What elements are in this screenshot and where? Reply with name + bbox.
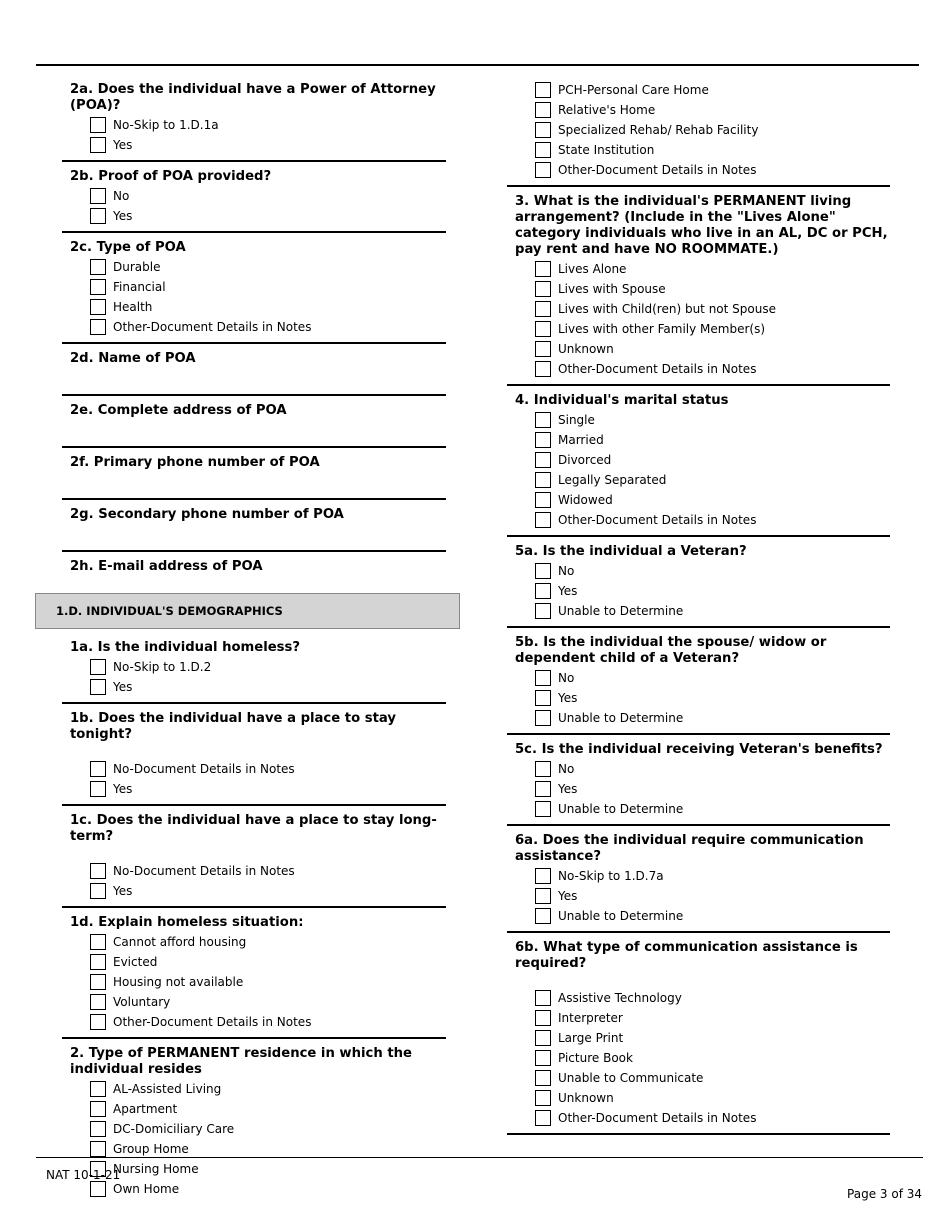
checkbox-option[interactable] [535, 988, 890, 1008]
checkbox-label: Unable to Determine [558, 802, 684, 816]
question-2b [62, 162, 446, 233]
checkbox-option[interactable] [90, 257, 446, 277]
options [515, 259, 890, 379]
checkbox[interactable] [90, 1101, 106, 1117]
checkbox-option[interactable] [535, 319, 890, 339]
checkbox-label: No-Skip to 1.D.2 [113, 660, 212, 674]
checkbox-option[interactable] [90, 657, 446, 677]
checkbox[interactable] [535, 412, 551, 428]
checkbox-label: No [113, 189, 130, 203]
checkbox[interactable] [90, 954, 106, 970]
checkbox-option[interactable] [535, 120, 890, 140]
checkbox-option[interactable] [535, 299, 890, 319]
checkbox[interactable] [535, 142, 551, 158]
options [515, 668, 890, 728]
options [515, 988, 890, 1128]
checkbox[interactable] [535, 761, 551, 777]
checkbox-label: Unable to Determine [558, 909, 684, 923]
question-6a [507, 826, 890, 933]
options [70, 186, 446, 226]
checkbox-label: Yes [113, 680, 133, 694]
checkbox-label: AL-Assisted Living [113, 1082, 222, 1096]
question-title: 2e. Complete address of POA [70, 403, 287, 418]
checkbox-option[interactable] [90, 992, 446, 1012]
checkbox[interactable] [535, 868, 551, 884]
checkbox-label: No-Skip to 1.D.7a [558, 869, 664, 883]
checkbox-label: Evicted [113, 955, 158, 969]
checkbox-option[interactable] [535, 581, 890, 601]
checkbox-option[interactable] [90, 1079, 446, 1099]
checkbox[interactable] [535, 281, 551, 297]
checkbox[interactable] [535, 361, 551, 377]
checkbox[interactable] [535, 102, 551, 118]
checkbox-label: Relative's Home [558, 103, 656, 117]
checkbox-option[interactable] [535, 688, 890, 708]
question-2-residence-continued [507, 75, 890, 187]
checkbox-option[interactable] [90, 1012, 446, 1032]
checkbox[interactable] [535, 670, 551, 686]
checkbox[interactable] [90, 188, 106, 204]
checkbox-option[interactable] [535, 339, 890, 359]
question-title: 2a. Does the individual have a Power of Attorney (POA)? [70, 82, 436, 113]
question-2e[interactable] [62, 396, 446, 448]
question-1a [62, 633, 446, 704]
checkbox-label: Unable to Determine [558, 711, 684, 725]
checkbox-label: Unknown [558, 1091, 614, 1105]
answer-area[interactable] [70, 472, 446, 493]
options [515, 759, 890, 819]
checkbox-option[interactable] [90, 1099, 446, 1119]
checkbox-label: Legally Separated [558, 473, 667, 487]
options [515, 866, 890, 926]
options [70, 759, 446, 799]
checkbox-label: Lives Alone [558, 262, 627, 276]
checkbox-option[interactable] [90, 1119, 446, 1139]
checkbox[interactable] [90, 974, 106, 990]
checkbox-option[interactable] [90, 952, 446, 972]
checkbox-option[interactable] [535, 866, 890, 886]
checkbox[interactable] [90, 934, 106, 950]
question-2c [62, 233, 446, 344]
options [70, 1079, 446, 1199]
checkbox[interactable] [535, 563, 551, 579]
question-title: 2c. Type of POA [70, 240, 186, 255]
question-title: 1b. Does the individual have a place to stay tonight? [70, 711, 396, 742]
checkbox-option[interactable] [535, 410, 890, 430]
checkbox-option[interactable] [90, 759, 446, 779]
checkbox-option[interactable] [90, 779, 446, 799]
checkbox-label: No [558, 564, 575, 578]
question-title: 1c. Does the individual have a place to stay long-term? [70, 813, 437, 844]
checkbox[interactable] [535, 1090, 551, 1106]
checkbox-option[interactable] [90, 297, 446, 317]
question-title: 5c. Is the individual receiving Veteran's benefits? [515, 742, 883, 757]
question-5b [507, 628, 890, 735]
checkbox[interactable] [90, 1014, 106, 1030]
checkbox[interactable] [90, 279, 106, 295]
checkbox-label: Cannot afford housing [113, 935, 247, 949]
checkbox-option[interactable] [535, 140, 890, 160]
checkbox[interactable] [535, 888, 551, 904]
checkbox[interactable] [535, 1030, 551, 1046]
checkbox[interactable] [535, 261, 551, 277]
checkbox-option[interactable] [535, 799, 890, 819]
question-5a [507, 537, 890, 628]
checkbox[interactable] [535, 512, 551, 528]
options [515, 410, 890, 530]
question-title: 2d. Name of POA [70, 351, 196, 366]
checkbox-option[interactable] [90, 1159, 446, 1179]
answer-area[interactable] [70, 368, 446, 389]
checkbox-label: Apartment [113, 1102, 178, 1116]
answer-area[interactable] [70, 420, 446, 441]
question-2f[interactable] [62, 448, 446, 500]
checkbox[interactable] [90, 208, 106, 224]
checkbox-option[interactable] [90, 1179, 446, 1199]
checkbox[interactable] [535, 452, 551, 468]
checkbox-option[interactable] [90, 677, 446, 697]
question-2g[interactable] [62, 500, 446, 552]
checkbox[interactable] [90, 781, 106, 797]
question-title: 3. What is the individual's PERMANENT living arrangement? (Include in the "Lives Alone" category individuals who live in an AL, DC or PCH, pay rent and have NO ROOMMATE.) [515, 194, 888, 257]
checkbox-option[interactable] [90, 881, 446, 901]
question-title: 2h. E-mail address of POA [70, 559, 263, 574]
checkbox-label: Yes [558, 889, 578, 903]
checkbox[interactable] [535, 1070, 551, 1086]
checkbox-option[interactable] [535, 759, 890, 779]
checkbox[interactable] [535, 990, 551, 1006]
checkbox[interactable] [90, 299, 106, 315]
question-title: 6a. Does the individual require communication assistance? [515, 833, 864, 864]
checkbox-option[interactable] [535, 708, 890, 728]
checkbox-label: Yes [558, 691, 578, 705]
checkbox-option[interactable] [90, 932, 446, 952]
checkbox-label: Unable to Determine [558, 604, 684, 618]
question-title: 1a. Is the individual homeless? [70, 640, 301, 655]
checkbox-option[interactable] [535, 450, 890, 470]
checkbox-label: Own Home [113, 1182, 180, 1196]
checkbox-label: DC-Domiciliary Care [113, 1122, 235, 1136]
checkbox-label: Lives with Child(ren) but not Spouse [558, 302, 776, 316]
checkbox-label: Yes [113, 782, 133, 796]
question-1b [62, 704, 446, 806]
checkbox[interactable] [535, 82, 551, 98]
question-1d [62, 908, 446, 1039]
checkbox[interactable] [535, 603, 551, 619]
spacer [70, 744, 446, 758]
checkbox-label: Unable to Communicate [558, 1071, 704, 1085]
options [70, 861, 446, 901]
question-6b [507, 933, 890, 1135]
checkbox[interactable] [535, 781, 551, 797]
checkbox-label: Yes [113, 884, 133, 898]
checkbox-option[interactable] [90, 277, 446, 297]
checkbox-label: Widowed [558, 493, 613, 507]
question-1c [62, 806, 446, 908]
checkbox[interactable] [535, 472, 551, 488]
checkbox[interactable] [535, 301, 551, 317]
checkbox-label: Lives with Spouse [558, 282, 666, 296]
checkbox-option[interactable] [535, 259, 890, 279]
question-3 [507, 187, 890, 386]
checkbox-option[interactable] [535, 80, 890, 100]
checkbox[interactable] [535, 341, 551, 357]
checkbox-label: Durable [113, 260, 161, 274]
checkbox-label: Nursing Home [113, 1162, 199, 1176]
checkbox[interactable] [535, 432, 551, 448]
checkbox-option[interactable] [90, 972, 446, 992]
checkbox[interactable] [90, 863, 106, 879]
checkbox-label: Divorced [558, 453, 612, 467]
checkbox-label: Specialized Rehab/ Rehab Facility [558, 123, 759, 137]
options [70, 257, 446, 337]
checkbox-label: Picture Book [558, 1051, 633, 1065]
checkbox-option[interactable] [535, 1028, 890, 1048]
checkbox-option[interactable] [535, 430, 890, 450]
spacer [70, 846, 446, 860]
checkbox[interactable] [535, 690, 551, 706]
question-title: 4. Individual's marital status [515, 393, 729, 408]
question-title: 1d. Explain homeless situation: [70, 915, 304, 930]
top-rule [36, 64, 919, 66]
checkbox-option[interactable] [535, 279, 890, 299]
options [515, 561, 890, 621]
question-title: 5b. Is the individual the spouse/ widow or dependent child of a Veteran? [515, 635, 827, 666]
checkbox-option[interactable] [90, 317, 446, 337]
checkbox-option[interactable] [535, 906, 890, 926]
checkbox-option[interactable] [535, 160, 890, 180]
checkbox[interactable] [535, 710, 551, 726]
checkbox[interactable] [90, 679, 106, 695]
checkbox-label: Voluntary [113, 995, 171, 1009]
checkbox-label: Other-Document Details in Notes [113, 320, 312, 334]
checkbox[interactable] [535, 801, 551, 817]
checkbox-label: No-Skip to 1.D.1a [113, 118, 219, 132]
checkbox-option[interactable] [535, 1068, 890, 1088]
question-title: 5a. Is the individual a Veteran? [515, 544, 747, 559]
options [70, 657, 446, 697]
checkbox-label: Other-Document Details in Notes [558, 163, 757, 177]
checkbox-option[interactable] [535, 490, 890, 510]
checkbox[interactable] [535, 492, 551, 508]
left-column [56, 75, 446, 1204]
checkbox-label: Unknown [558, 342, 614, 356]
checkbox-option[interactable] [535, 668, 890, 688]
checkbox[interactable] [535, 162, 551, 178]
options [70, 115, 446, 155]
checkbox-label: Married [558, 433, 604, 447]
checkbox-option[interactable] [535, 601, 890, 621]
checkbox-option[interactable] [535, 561, 890, 581]
checkbox-option[interactable] [535, 1048, 890, 1068]
question-2a [62, 75, 446, 162]
checkbox[interactable] [535, 908, 551, 924]
question-title: 2f. Primary phone number of POA [70, 455, 320, 470]
question-4 [507, 386, 890, 537]
options [70, 932, 446, 1032]
checkbox[interactable] [535, 1010, 551, 1026]
checkbox-label: No [558, 762, 575, 776]
checkbox-label: Other-Document Details in Notes [113, 1015, 312, 1029]
checkbox-option[interactable] [90, 861, 446, 881]
checkbox[interactable] [90, 659, 106, 675]
checkbox[interactable] [90, 761, 106, 777]
checkbox-option[interactable] [535, 510, 890, 530]
checkbox[interactable] [535, 122, 551, 138]
checkbox[interactable] [90, 1081, 106, 1097]
checkbox-option[interactable] [535, 1088, 890, 1108]
answer-area[interactable] [70, 524, 446, 545]
checkbox-option[interactable] [535, 779, 890, 799]
checkbox[interactable] [90, 259, 106, 275]
section-header-demographics: 1.D. INDIVIDUAL'S DEMOGRAPHICS [35, 593, 460, 629]
checkbox[interactable] [90, 117, 106, 133]
checkbox-option[interactable] [535, 886, 890, 906]
checkbox-label: No-Document Details in Notes [113, 762, 295, 776]
checkbox-label: Yes [113, 138, 133, 152]
checkbox[interactable] [535, 1050, 551, 1066]
checkbox-label: Housing not available [113, 975, 244, 989]
spacer [515, 973, 890, 987]
checkbox-label: Other-Document Details in Notes [558, 1111, 757, 1125]
checkbox-label: Financial [113, 280, 166, 294]
question-2h[interactable] [62, 552, 446, 581]
question-title: 2. Type of PERMANENT residence in which the individual resides [70, 1046, 412, 1077]
question-title: 2g. Secondary phone number of POA [70, 507, 344, 522]
checkbox-option[interactable] [535, 1008, 890, 1028]
checkbox-label: Other-Document Details in Notes [558, 513, 757, 527]
form-id: NAT 10-1-21 [46, 1168, 121, 1182]
checkbox-option[interactable] [90, 115, 446, 135]
checkbox-option[interactable] [535, 1108, 890, 1128]
checkbox[interactable] [90, 1141, 106, 1157]
bottom-rule [36, 1157, 923, 1158]
question-5c [507, 735, 890, 826]
checkbox[interactable] [90, 1121, 106, 1137]
checkbox[interactable] [535, 321, 551, 337]
checkbox[interactable] [535, 1110, 551, 1126]
checkbox-label: Interpreter [558, 1011, 623, 1025]
checkbox-label: PCH-Personal Care Home [558, 83, 709, 97]
checkbox-label: Health [113, 300, 153, 314]
checkbox-option[interactable] [90, 135, 446, 155]
checkbox-option[interactable] [535, 470, 890, 490]
checkbox-label: Large Print [558, 1031, 624, 1045]
checkbox-label: State Institution [558, 143, 655, 157]
checkbox-option[interactable] [90, 186, 446, 206]
checkbox-option[interactable] [90, 1139, 446, 1159]
checkbox-label: Yes [113, 209, 133, 223]
checkbox-label: No-Document Details in Notes [113, 864, 295, 878]
checkbox[interactable] [90, 137, 106, 153]
checkbox-option[interactable] [535, 100, 890, 120]
checkbox[interactable] [90, 883, 106, 899]
checkbox-option[interactable] [90, 206, 446, 226]
right-column [507, 75, 890, 1135]
checkbox-label: Single [558, 413, 595, 427]
checkbox-label: No [558, 671, 575, 685]
question-title: 6b. What type of communication assistance is required? [515, 940, 858, 971]
checkbox[interactable] [90, 994, 106, 1010]
page-number: Page 3 of 34 [847, 1187, 922, 1201]
question-title: 2b. Proof of POA provided? [70, 169, 272, 184]
question-2d[interactable] [62, 344, 446, 396]
checkbox[interactable] [535, 583, 551, 599]
checkbox-label: Other-Document Details in Notes [558, 362, 757, 376]
checkbox-label: Yes [558, 584, 578, 598]
checkbox-label: Lives with other Family Member(s) [558, 322, 766, 336]
checkbox-option[interactable] [535, 359, 890, 379]
checkbox[interactable] [90, 319, 106, 335]
checkbox-label: Yes [558, 782, 578, 796]
checkbox[interactable] [90, 1181, 106, 1197]
checkbox-label: Assistive Technology [558, 991, 682, 1005]
checkbox-label: Group Home [113, 1142, 189, 1156]
options [515, 80, 890, 180]
